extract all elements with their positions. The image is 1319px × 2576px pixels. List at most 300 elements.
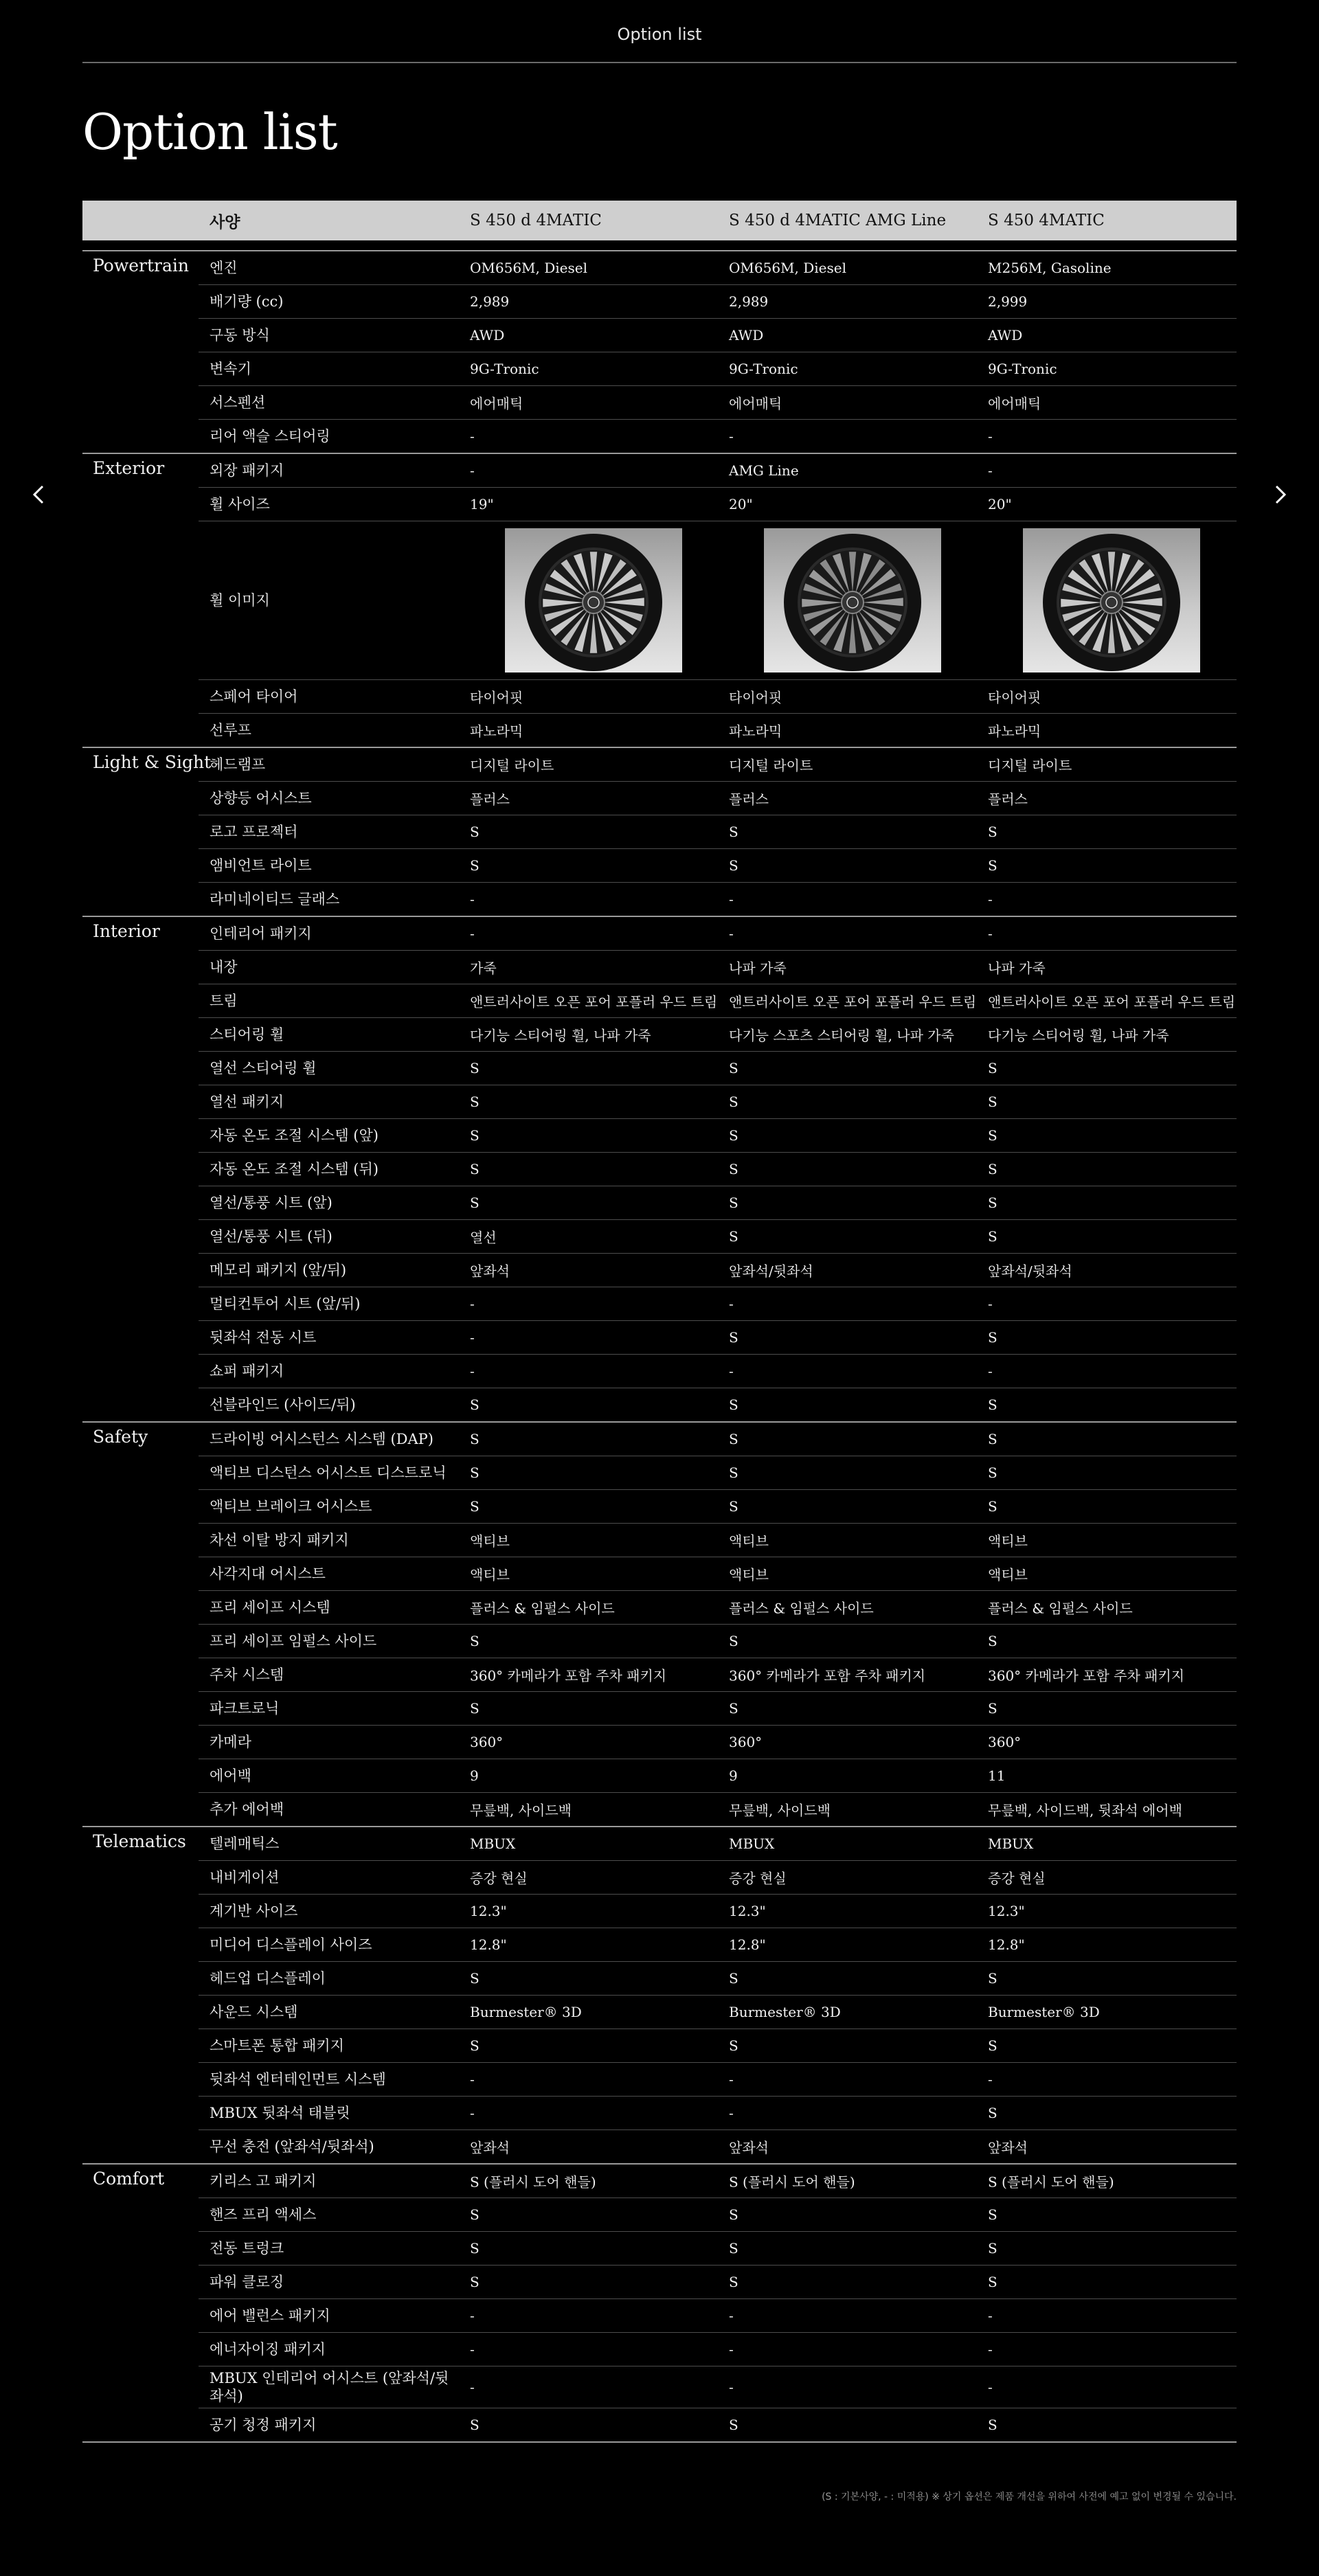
table-cell: 다기능 스티어링 휠, 나파 가죽 xyxy=(470,1027,651,1044)
table-cell: 360° 카메라가 포함 주차 패키지 xyxy=(988,1667,1185,1684)
table-cell: 에어매틱 xyxy=(470,395,523,412)
table-cell: 타이어핏 xyxy=(988,689,1041,706)
row-label: 사각지대 어시스트 xyxy=(210,1566,326,1582)
table-cell: 2,999 xyxy=(988,293,1028,310)
row-label: 열선 패키지 xyxy=(210,1094,284,1110)
table-row xyxy=(199,319,1237,352)
table-cell: 20" xyxy=(729,496,753,512)
table-cell: S xyxy=(988,1700,997,1717)
row-label: 키리스 고 패키지 xyxy=(210,2173,317,2189)
table-cell: - xyxy=(729,2341,734,2358)
table-cell: 앤트러사이트 오픈 포어 포플러 우드 트림 xyxy=(470,993,718,1010)
table-cell: - xyxy=(470,1363,475,1379)
table-cell: S xyxy=(729,1970,739,1987)
row-label: 사운드 시스템 xyxy=(210,2004,298,2020)
row-label: 휠 이미지 xyxy=(210,592,270,609)
table-cell: 가죽 xyxy=(470,960,497,977)
row-label: 에어백 xyxy=(210,1767,251,1784)
table-cell: 타이어핏 xyxy=(729,689,782,706)
table-row xyxy=(199,285,1237,319)
table-cell: - xyxy=(470,2071,475,2088)
table-cell: 360° xyxy=(988,1734,1022,1750)
wheel-19-icon xyxy=(505,528,682,673)
table-row xyxy=(199,1287,1237,1321)
table-cell: 앞좌석 xyxy=(988,2139,1028,2156)
table-cell: - xyxy=(729,2379,734,2395)
row-label: 자동 온도 조절 시스템 (앞) xyxy=(210,1127,379,1144)
table-cell: 12.3" xyxy=(729,1903,766,1919)
table-cell: S xyxy=(988,857,997,874)
table-row xyxy=(199,1220,1237,1254)
table-cell: 파노라믹 xyxy=(470,723,523,740)
table-cell: S xyxy=(988,2037,997,2054)
row-label: 상향등 어시스트 xyxy=(210,790,312,806)
table-cell: - xyxy=(729,2307,734,2324)
table-cell: S xyxy=(988,1633,997,1649)
table-row xyxy=(199,951,1237,984)
table-cell: - xyxy=(988,1296,993,1312)
row-label: 스티어링 휠 xyxy=(210,1026,284,1043)
table-cell: S xyxy=(729,2274,739,2290)
row-label: 메모리 패키지 (앞/뒤) xyxy=(210,1262,347,1278)
table-row xyxy=(199,1524,1237,1557)
chevron-right-icon xyxy=(1266,481,1294,508)
table-cell: S xyxy=(729,1127,739,1144)
table-cell: OM656M, Diesel xyxy=(470,260,588,276)
table-cell: 액티브 xyxy=(470,1533,510,1550)
table-cell: 무릎백, 사이드백, 뒷좌석 에어백 xyxy=(988,1802,1182,1819)
table-row xyxy=(199,1861,1237,1895)
table-cell: S xyxy=(470,1700,480,1717)
table-row xyxy=(199,1557,1237,1591)
table-row xyxy=(199,1456,1237,1490)
row-label: 열선/통풍 시트 (앞) xyxy=(210,1195,332,1211)
table-cell: S xyxy=(470,824,480,840)
table-cell: 앞좌석 xyxy=(470,2139,510,2156)
table-row xyxy=(199,1186,1237,1220)
row-label: 쇼퍼 패키지 xyxy=(210,1363,284,1379)
row-label: 라미네이티드 글래스 xyxy=(210,891,340,907)
table-cell: Burmester® 3D xyxy=(988,2004,1100,2020)
row-label: 무선 충전 (앞좌석/뒷좌석) xyxy=(210,2138,374,2155)
header-divider xyxy=(82,240,1237,251)
table-row xyxy=(199,714,1237,747)
table-cell: 360° 카메라가 포함 주차 패키지 xyxy=(729,1667,926,1684)
table-cell: 플러스 & 임펄스 사이드 xyxy=(470,1600,615,1617)
table-row xyxy=(199,2266,1237,2299)
table-cell: 다기능 스티어링 휠, 나파 가죽 xyxy=(988,1027,1169,1044)
row-label: 열선 스티어링 휠 xyxy=(210,1060,317,1076)
table-cell: - xyxy=(729,1296,734,1312)
table-cell: 플러스 xyxy=(470,791,510,808)
model-column-header: S 450 4MATIC xyxy=(988,212,1105,229)
table-cell: 앞좌석 xyxy=(729,2139,769,2156)
table-cell: S (플러시 도어 핸들) xyxy=(729,2173,855,2191)
section-comfort xyxy=(82,2165,1237,2443)
row-label: 서스펜션 xyxy=(210,394,266,411)
table-cell: 액티브 xyxy=(729,1533,769,1550)
table-cell: S xyxy=(470,1970,480,1987)
row-label: 뒷좌석 전동 시트 xyxy=(210,1329,317,1346)
row-label: 전동 트렁크 xyxy=(210,2240,284,2257)
table-row xyxy=(199,1759,1237,1793)
row-label: 액티브 브레이크 어시스트 xyxy=(210,1498,372,1515)
row-label: 배기량 (cc) xyxy=(210,293,284,310)
table-row xyxy=(199,1658,1237,1692)
table-row xyxy=(199,1119,1237,1153)
table-row xyxy=(199,1153,1237,1186)
table-row xyxy=(199,748,1237,782)
row-label: 트림 xyxy=(210,993,238,1009)
row-label: 헤드램프 xyxy=(210,756,266,773)
table-row xyxy=(199,1895,1237,1928)
table-cell: - xyxy=(470,1329,475,1346)
table-row xyxy=(199,488,1237,521)
table-cell: S xyxy=(988,2274,997,2290)
table-cell: 타이어핏 xyxy=(470,689,523,706)
table-cell: 12.8" xyxy=(470,1936,507,1953)
row-label: 구동 방식 xyxy=(210,327,270,343)
row-label: 엔진 xyxy=(210,260,238,276)
wheel-20-amg-icon xyxy=(764,528,941,673)
table-cell: - xyxy=(988,428,993,444)
table-cell: - xyxy=(470,2379,475,2395)
table-cell: 에어매틱 xyxy=(729,395,782,412)
table-cell: S xyxy=(470,857,480,874)
row-label: 카메라 xyxy=(210,1734,251,1750)
table-row xyxy=(199,2097,1237,2130)
table-cell: S xyxy=(988,1431,997,1447)
table-cell: 12.8" xyxy=(988,1936,1025,1953)
table-cell: - xyxy=(988,1363,993,1379)
section-title: Comfort xyxy=(93,2169,165,2189)
row-label: 스페어 타이어 xyxy=(210,688,298,705)
row-label: 내장 xyxy=(210,959,238,975)
table-cell: AWD xyxy=(988,327,1023,343)
table-cell: S xyxy=(729,1397,739,1413)
table-cell: OM656M, Diesel xyxy=(729,260,847,276)
table-cell: S xyxy=(729,1498,739,1515)
table-cell: S xyxy=(988,1397,997,1413)
table-cell: 앞좌석/뒷좌석 xyxy=(988,1263,1072,1280)
table-row xyxy=(199,1827,1237,1861)
table-cell: S xyxy=(988,1498,997,1515)
row-label: 스마트폰 통합 패키지 xyxy=(210,2037,344,2054)
table-row xyxy=(199,386,1237,420)
table-cell: MBUX xyxy=(729,1835,775,1852)
row-label: 파크트로닉 xyxy=(210,1700,280,1717)
row-label: 주차 시스템 xyxy=(210,1667,284,1683)
row-label: 자동 온도 조절 시스템 (뒤) xyxy=(210,1161,379,1177)
table-cell: S xyxy=(729,1700,739,1717)
table-cell: 플러스 & 임펄스 사이드 xyxy=(729,1600,874,1617)
table-row xyxy=(199,2198,1237,2232)
table-cell: 9G-Tronic xyxy=(470,361,539,377)
table-cell: S (플러시 도어 핸들) xyxy=(470,2173,596,2191)
row-label: 프리 세이프 임펄스 사이드 xyxy=(210,1633,377,1649)
table-cell: 19" xyxy=(470,496,494,512)
section-powertrain xyxy=(82,251,1237,454)
table-row xyxy=(199,815,1237,849)
table-cell: Burmester® 3D xyxy=(729,2004,841,2020)
table-cell: S xyxy=(988,2206,997,2223)
row-label: 핸즈 프리 액세스 xyxy=(210,2206,317,2223)
previous-button[interactable] xyxy=(25,481,53,508)
table-cell: S xyxy=(988,2417,997,2433)
table-cell: - xyxy=(470,2307,475,2324)
table-row xyxy=(199,883,1237,916)
table-cell: - xyxy=(988,2071,993,2088)
table-cell: S xyxy=(470,1195,480,1211)
top-nav-bar xyxy=(82,0,1237,63)
table-row xyxy=(199,782,1237,815)
row-label: 미디어 디스플레이 사이즈 xyxy=(210,1936,372,1953)
table-cell: 앞좌석/뒷좌석 xyxy=(729,1263,813,1280)
wheel-image xyxy=(764,528,941,673)
table-cell: 디지털 라이트 xyxy=(470,757,554,774)
table-row xyxy=(199,1254,1237,1287)
table-cell: S xyxy=(988,1195,997,1211)
table-row xyxy=(199,1085,1237,1119)
table-cell: 앞좌석 xyxy=(470,1263,510,1280)
table-cell: - xyxy=(729,2105,734,2121)
table-cell: S xyxy=(988,1329,997,1346)
table-cell: - xyxy=(729,891,734,907)
nav-title: Option list xyxy=(617,25,702,44)
table-row xyxy=(199,2063,1237,2097)
table-cell: S xyxy=(729,1329,739,1346)
table-cell: 무릎백, 사이드백 xyxy=(470,1802,572,1819)
table-cell: 9 xyxy=(729,1767,738,1784)
table-cell: - xyxy=(470,462,475,479)
table-cell: S xyxy=(729,2037,739,2054)
table-cell: 디지털 라이트 xyxy=(988,757,1072,774)
row-label: 헤드업 디스플레이 xyxy=(210,1970,326,1987)
table-cell: 앤트러사이트 오픈 포어 포플러 우드 트림 xyxy=(729,993,977,1010)
row-label: 외장 패키지 xyxy=(210,462,284,479)
table-row xyxy=(199,984,1237,1018)
table-cell: 증강 현실 xyxy=(988,1870,1046,1887)
table-cell: - xyxy=(470,2341,475,2358)
table-cell: 열선 xyxy=(470,1229,497,1246)
section-telematics xyxy=(82,1827,1237,2165)
table-cell: - xyxy=(988,891,993,907)
table-cell: S xyxy=(988,1228,997,1245)
row-label: 추가 에어백 xyxy=(210,1801,284,1818)
table-cell: AMG Line xyxy=(729,462,799,479)
table-cell: S xyxy=(729,857,739,874)
row-label: 선블라인드 (사이드/뒤) xyxy=(210,1397,356,1413)
table-cell: 액티브 xyxy=(470,1566,510,1583)
table-cell: 9G-Tronic xyxy=(729,361,798,377)
table-cell: S xyxy=(988,1060,997,1076)
table-cell: 9 xyxy=(470,1767,479,1784)
table-cell: S xyxy=(470,1161,480,1177)
row-label: 텔레매틱스 xyxy=(210,1835,280,1852)
table-cell: 에어매틱 xyxy=(988,395,1041,412)
table-row xyxy=(199,2366,1237,2408)
row-label: 드라이빙 어시스턴스 시스템 (DAP) xyxy=(210,1431,433,1447)
table-cell: - xyxy=(729,2071,734,2088)
table-row xyxy=(199,420,1237,453)
table-cell: - xyxy=(988,462,993,479)
table-cell: 2,989 xyxy=(729,293,769,310)
table-cell: S xyxy=(470,2274,480,2290)
table-cell: 360° 카메라가 포함 주차 패키지 xyxy=(470,1667,667,1684)
table-row xyxy=(199,1793,1237,1826)
table-cell: 20" xyxy=(988,496,1012,512)
table-cell: S xyxy=(729,2417,739,2433)
table-cell: S xyxy=(988,1161,997,1177)
section-title: Exterior xyxy=(93,458,165,478)
table-cell: - xyxy=(988,925,993,942)
row-label: 에너자이징 패키지 xyxy=(210,2341,326,2358)
table-row xyxy=(199,1490,1237,1524)
table-cell: - xyxy=(470,925,475,942)
table-cell: 12.3" xyxy=(988,1903,1025,1919)
table-cell: S xyxy=(988,824,997,840)
table-cell: S xyxy=(470,1498,480,1515)
wheel-image xyxy=(1023,528,1200,673)
table-cell: S xyxy=(729,1228,739,1245)
table-cell: 12.8" xyxy=(729,1936,766,1953)
wheel-20-icon xyxy=(1023,528,1200,673)
table-row xyxy=(199,352,1237,386)
table-cell: S xyxy=(729,1195,739,1211)
table-cell: S xyxy=(470,2037,480,2054)
table-cell: M256M, Gasoline xyxy=(988,260,1112,276)
table-cell: S xyxy=(470,1094,480,1110)
table-row xyxy=(199,454,1237,488)
table-cell: S xyxy=(470,2417,480,2433)
row-label: 멀티컨투어 시트 (앞/뒤) xyxy=(210,1296,361,1312)
row-label: 차선 이탈 방지 패키지 xyxy=(210,1532,349,1548)
row-label: 선루프 xyxy=(210,722,251,738)
table-cell: 플러스 xyxy=(988,791,1028,808)
table-cell: S xyxy=(729,2206,739,2223)
table-cell: - xyxy=(729,428,734,444)
model-column-header: S 450 d 4MATIC xyxy=(470,212,602,229)
table-cell: 파노라믹 xyxy=(988,723,1041,740)
section-title: Light & Sight xyxy=(93,752,212,772)
table-row xyxy=(199,680,1237,714)
table-cell: - xyxy=(470,2105,475,2121)
table-header xyxy=(82,201,1237,240)
table-cell: 나파 가죽 xyxy=(988,960,1046,977)
table-cell: MBUX xyxy=(988,1835,1034,1852)
table-cell: 파노라믹 xyxy=(729,723,782,740)
table-cell: 9G-Tronic xyxy=(988,361,1057,377)
section-title: Interior xyxy=(93,921,160,941)
wheel-image xyxy=(505,528,682,673)
table-cell: S xyxy=(470,1633,480,1649)
table-cell: S xyxy=(729,1094,739,1110)
row-label: 계기반 사이즈 xyxy=(210,1903,298,1919)
table-cell: 액티브 xyxy=(988,1566,1028,1583)
table-cell: - xyxy=(729,925,734,942)
row-label: MBUX 인테리어 어시스트 (앞좌석/뒷좌석) xyxy=(210,2370,449,2404)
table-cell: S xyxy=(729,1161,739,1177)
table-cell: S xyxy=(470,1060,480,1076)
table-row xyxy=(199,251,1237,285)
table-cell: S xyxy=(988,1094,997,1110)
table-cell: S xyxy=(988,1465,997,1481)
table-cell: S xyxy=(470,1465,480,1481)
row-label: 앰비언트 라이트 xyxy=(210,857,312,874)
table-cell: 액티브 xyxy=(988,1533,1028,1550)
table-cell: 증강 현실 xyxy=(729,1870,787,1887)
table-cell: 디지털 라이트 xyxy=(729,757,813,774)
table-cell: - xyxy=(470,428,475,444)
table-cell: S xyxy=(988,1127,997,1144)
table-row xyxy=(199,1625,1237,1658)
table-row xyxy=(199,1018,1237,1052)
table-row xyxy=(199,1962,1237,1996)
spec-column-header: 사양 xyxy=(210,212,240,231)
table-row xyxy=(199,849,1237,883)
row-label: 인테리어 패키지 xyxy=(210,925,312,942)
table-row xyxy=(199,1692,1237,1726)
table-cell: - xyxy=(988,2307,993,2324)
option-table xyxy=(82,201,1237,2443)
table-cell: S xyxy=(470,2240,480,2257)
table-cell: S xyxy=(988,1970,997,1987)
section-safety xyxy=(82,1423,1237,1827)
table-row xyxy=(199,1321,1237,1355)
section-title: Powertrain xyxy=(93,256,190,275)
table-cell: - xyxy=(729,1363,734,1379)
table-cell: - xyxy=(470,891,475,907)
section-title: Telematics xyxy=(93,1831,186,1851)
row-label: 뒷좌석 엔터테인먼트 시스템 xyxy=(210,2071,386,2088)
table-row xyxy=(199,2130,1237,2163)
table-cell: MBUX xyxy=(470,1835,516,1852)
table-cell: 360° xyxy=(729,1734,763,1750)
section-light-sight xyxy=(82,748,1237,917)
table-cell: AWD xyxy=(470,327,505,343)
row-label: 내비게이션 xyxy=(210,1869,280,1886)
next-button[interactable] xyxy=(1266,481,1294,508)
table-cell: 증강 현실 xyxy=(470,1870,528,1887)
model-column-header: S 450 d 4MATIC AMG Line xyxy=(729,212,947,229)
page-title: Option list xyxy=(82,103,337,161)
table-row xyxy=(199,1928,1237,1962)
table-cell: S xyxy=(729,824,739,840)
row-label: 액티브 디스턴스 어시스트 디스트로닉 xyxy=(210,1465,447,1481)
table-row xyxy=(199,521,1237,680)
table-cell: S xyxy=(729,1465,739,1481)
table-row xyxy=(199,1726,1237,1759)
table-cell: S xyxy=(470,1431,480,1447)
table-row xyxy=(199,1052,1237,1085)
row-label: 휠 사이즈 xyxy=(210,496,270,512)
table-row xyxy=(199,1355,1237,1388)
table-cell: S xyxy=(470,1127,480,1144)
row-label: 에어 밸런스 패키지 xyxy=(210,2307,330,2324)
table-cell: 플러스 xyxy=(729,791,769,808)
table-cell: S xyxy=(729,2240,739,2257)
table-cell: 11 xyxy=(988,1767,1006,1784)
table-cell: 다기능 스포츠 스티어링 휠, 나파 가죽 xyxy=(729,1027,954,1044)
table-cell: S xyxy=(470,2206,480,2223)
chevron-left-icon xyxy=(25,481,53,508)
table-cell: 360° xyxy=(470,1734,504,1750)
row-label: 리어 액슬 스티어링 xyxy=(210,428,330,444)
table-row xyxy=(199,2232,1237,2266)
table-cell: S xyxy=(988,2105,997,2121)
table-cell: S xyxy=(988,2240,997,2257)
table-cell: - xyxy=(470,1296,475,1312)
